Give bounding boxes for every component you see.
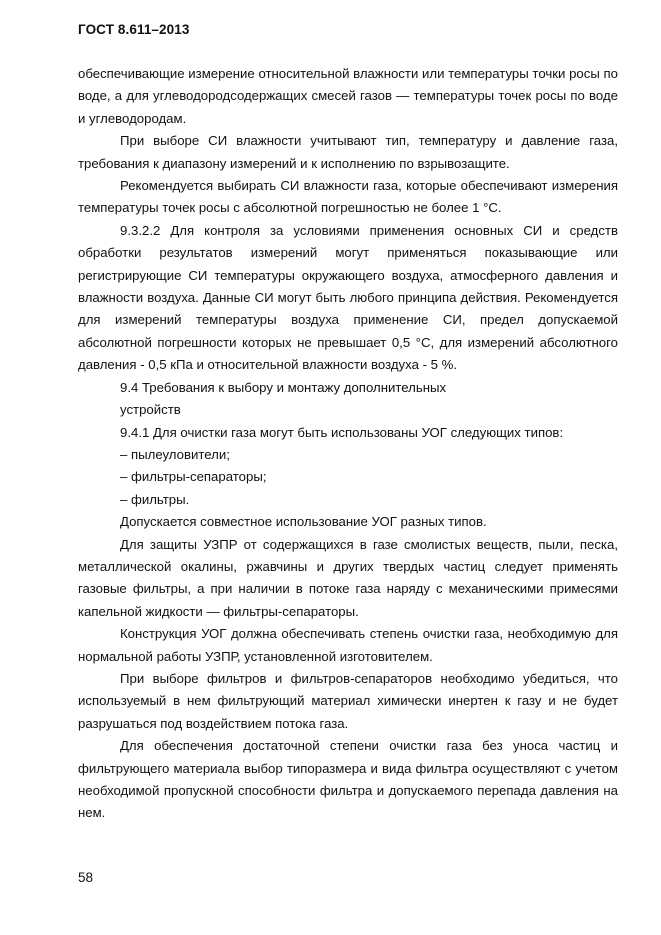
page-number: 58 (78, 870, 94, 885)
paragraph-continuation: обеспечивающие измерение относительной влажности или температуры точки росы по воде, а для углеводородсодержащих смесей газов — температуры точек росы по воде и углеводородам. (78, 66, 618, 126)
list-item-filter-separators: – фильтры-сепараторы; (120, 469, 267, 485)
paragraph-filter-sizing: Для обеспечения достаточной степени очистки газа без уноса частиц и фильтрующего материала выбор типоразмера и вида фильтра осуществляют с учетом необходимой пропускной способности фильтра и допускаемого перепада давления на нем. (78, 738, 618, 821)
paragraph-filter-material: При выборе фильтров и фильтров-сепараторов необходимо убедиться, что используемый в нем фильтрующий материал химически инертен к газу и не будет разрушаться под воздействием потока газа. (78, 670, 618, 731)
list-item-filters: – фильтры. (120, 491, 190, 507)
document-header: ГОСТ 8.611–2013 (78, 22, 190, 37)
section-heading-9-4: 9.4 Требования к выбору и монтажу дополнительных (120, 379, 447, 395)
paragraph-9-4-1: 9.4.1 Для очистки газа могут быть использованы УОГ следующих типов: (120, 424, 564, 440)
paragraph-protection: Для защиты УЗПР от содержащихся в газе смолистых веществ, пыли, песка, металлической окалины, ржавчины и других твердых частиц следует применять газовые фильтры, а при наличии в потоке газа наряду с механическими примесями капельной жидкости — фильтры-сепараторы. (78, 536, 618, 619)
paragraph-combined-use: Допускается совместное использование УОГ разных типов. (120, 514, 487, 530)
list-item-dust-collectors: – пылеуловители; (120, 446, 230, 462)
paragraph-9-3-2-2: 9.3.2.2 Для контроля за условиями применения основных СИ и средств обработки результатов измерений могут применяться показывающие или регистрирующие СИ температуры окружающего воздуха, атмосферного давления и влажности воздуха. Данные СИ могут быть любого принципа действия. Рекомендуется для измерений температуры воздуха применение СИ, предел допускаемой абсолютной погрешности которых не превышает 0,5 °С, для измерений абсолютного давления - 0,5 кПа и относительной влажности воздуха - 5 %. (78, 222, 618, 373)
section-heading-9-4-continued: устройств (120, 402, 181, 418)
paragraph-dew-point-recommendation: Рекомендуется выбирать СИ влажности газа, которые обеспечивают измерения температуры точек росы с абсолютной погрешностью не более 1 °С. (78, 178, 618, 216)
document-body (78, 63, 618, 825)
paragraph-design: Конструкция УОГ должна обеспечивать степень очистки газа, необходимую для нормальной работы УЗПР, установленной изготовителем. (78, 626, 618, 664)
paragraph-humidity-selection: При выборе СИ влажности учитывают тип, температуру и давление газа, требования к диапазону измерений и к исполнению по взрывозащите. (78, 133, 618, 171)
